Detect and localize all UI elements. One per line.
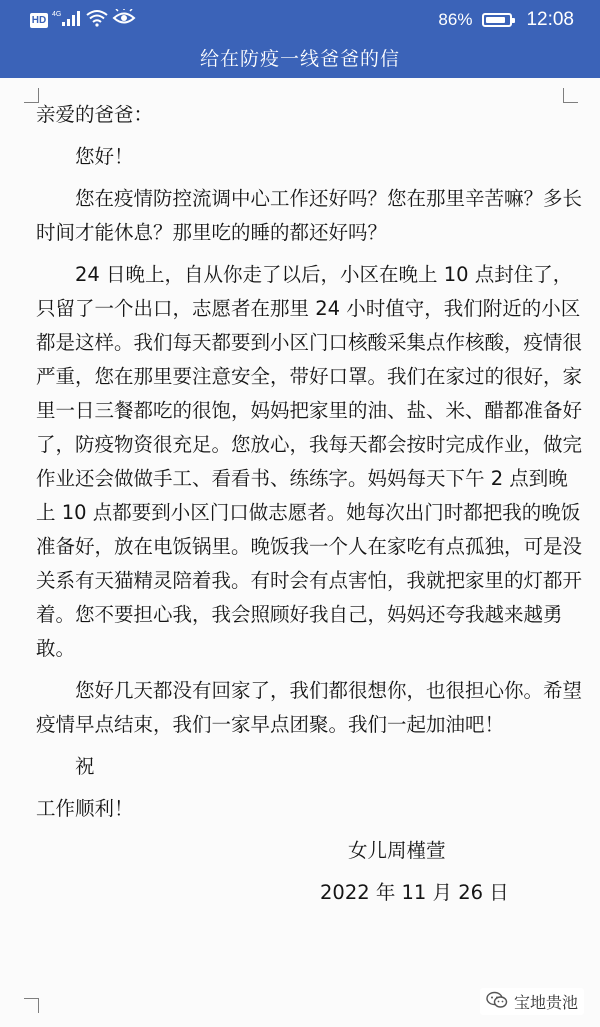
watermark-text: 宝地贵池	[513, 993, 578, 1012]
letter-closing-blessing: 工作顺利！	[36, 797, 134, 820]
hd-badge: HD	[31, 14, 47, 26]
letter-paragraph-1: 您在疫情防控流调中心工作还好吗？您在那里辛苦嘛？多长时间才能休息？那里吃的睡的都还好吗？	[36, 187, 583, 244]
wechat-icon	[486, 991, 508, 1013]
wifi-icon	[86, 9, 108, 32]
letter-signature: 女儿周槿萱	[348, 839, 446, 862]
signal-icon	[52, 9, 82, 32]
letter-paragraph-2: 24 日晚上，自从你走了以后，小区在晚上 10 点封住了，只留了一个出口，志愿者在那里 24 小时值守，我们附近的小区都是这样。我们每天都要到小区门口核酸采集点作核酸，疫情很严重，您在那里要注意安全，带好口罩。我们在家过的很好，家里一日三餐都吃的很饱，妈妈把家里的油、盐、米、醋都准备好了，防疫物资很充足。您放心，我每天都会按时完成作业，做完作业还会做做手工、看看书、练练字。妈妈每天下午 2 点到晚上 10 点都要到小区门口做志愿者。她每次出门时都把我的晚饭准备好，放在电饭锅里。晚饭我一个人在家吃有点孤独，可是没关系有天猫精灵陪着我。有时会有点害怕，我就把家里的灯都开着。您不要担心我，我会照顾好我自己，妈妈还夸我越来越勇敢。	[36, 263, 583, 660]
battery-icon	[482, 13, 512, 27]
letter-closing-wish: 祝	[75, 755, 95, 778]
letter-page	[0, 78, 600, 1027]
network-type-label: 4G	[52, 10, 62, 18]
letter-date: 2022 年 11 月 26 日	[320, 881, 509, 904]
document-title: 给在防疫一线爸爸的信	[199, 48, 400, 70]
status-left	[30, 9, 136, 31]
document-title-bar	[0, 40, 600, 78]
letter-paragraph-3: 您好几天都没有回家了，我们都很想你，也很担心你。希望疫情早点结束，我们一家早点团聚。我们一起加油吧！	[36, 679, 583, 736]
eye-comfort-icon	[112, 9, 136, 32]
battery-level-fill	[486, 17, 505, 23]
crop-mark-bottom-left	[24, 998, 39, 1013]
letter-body	[36, 98, 582, 910]
source-watermark	[480, 988, 584, 1015]
battery-percent: 86%	[438, 10, 473, 29]
status-right	[438, 9, 574, 31]
letter-greeting: 您好！	[75, 145, 134, 168]
letter-salutation: 亲爱的爸爸：	[36, 103, 154, 126]
status-bar	[0, 0, 600, 40]
clock: 12:08	[526, 9, 574, 30]
